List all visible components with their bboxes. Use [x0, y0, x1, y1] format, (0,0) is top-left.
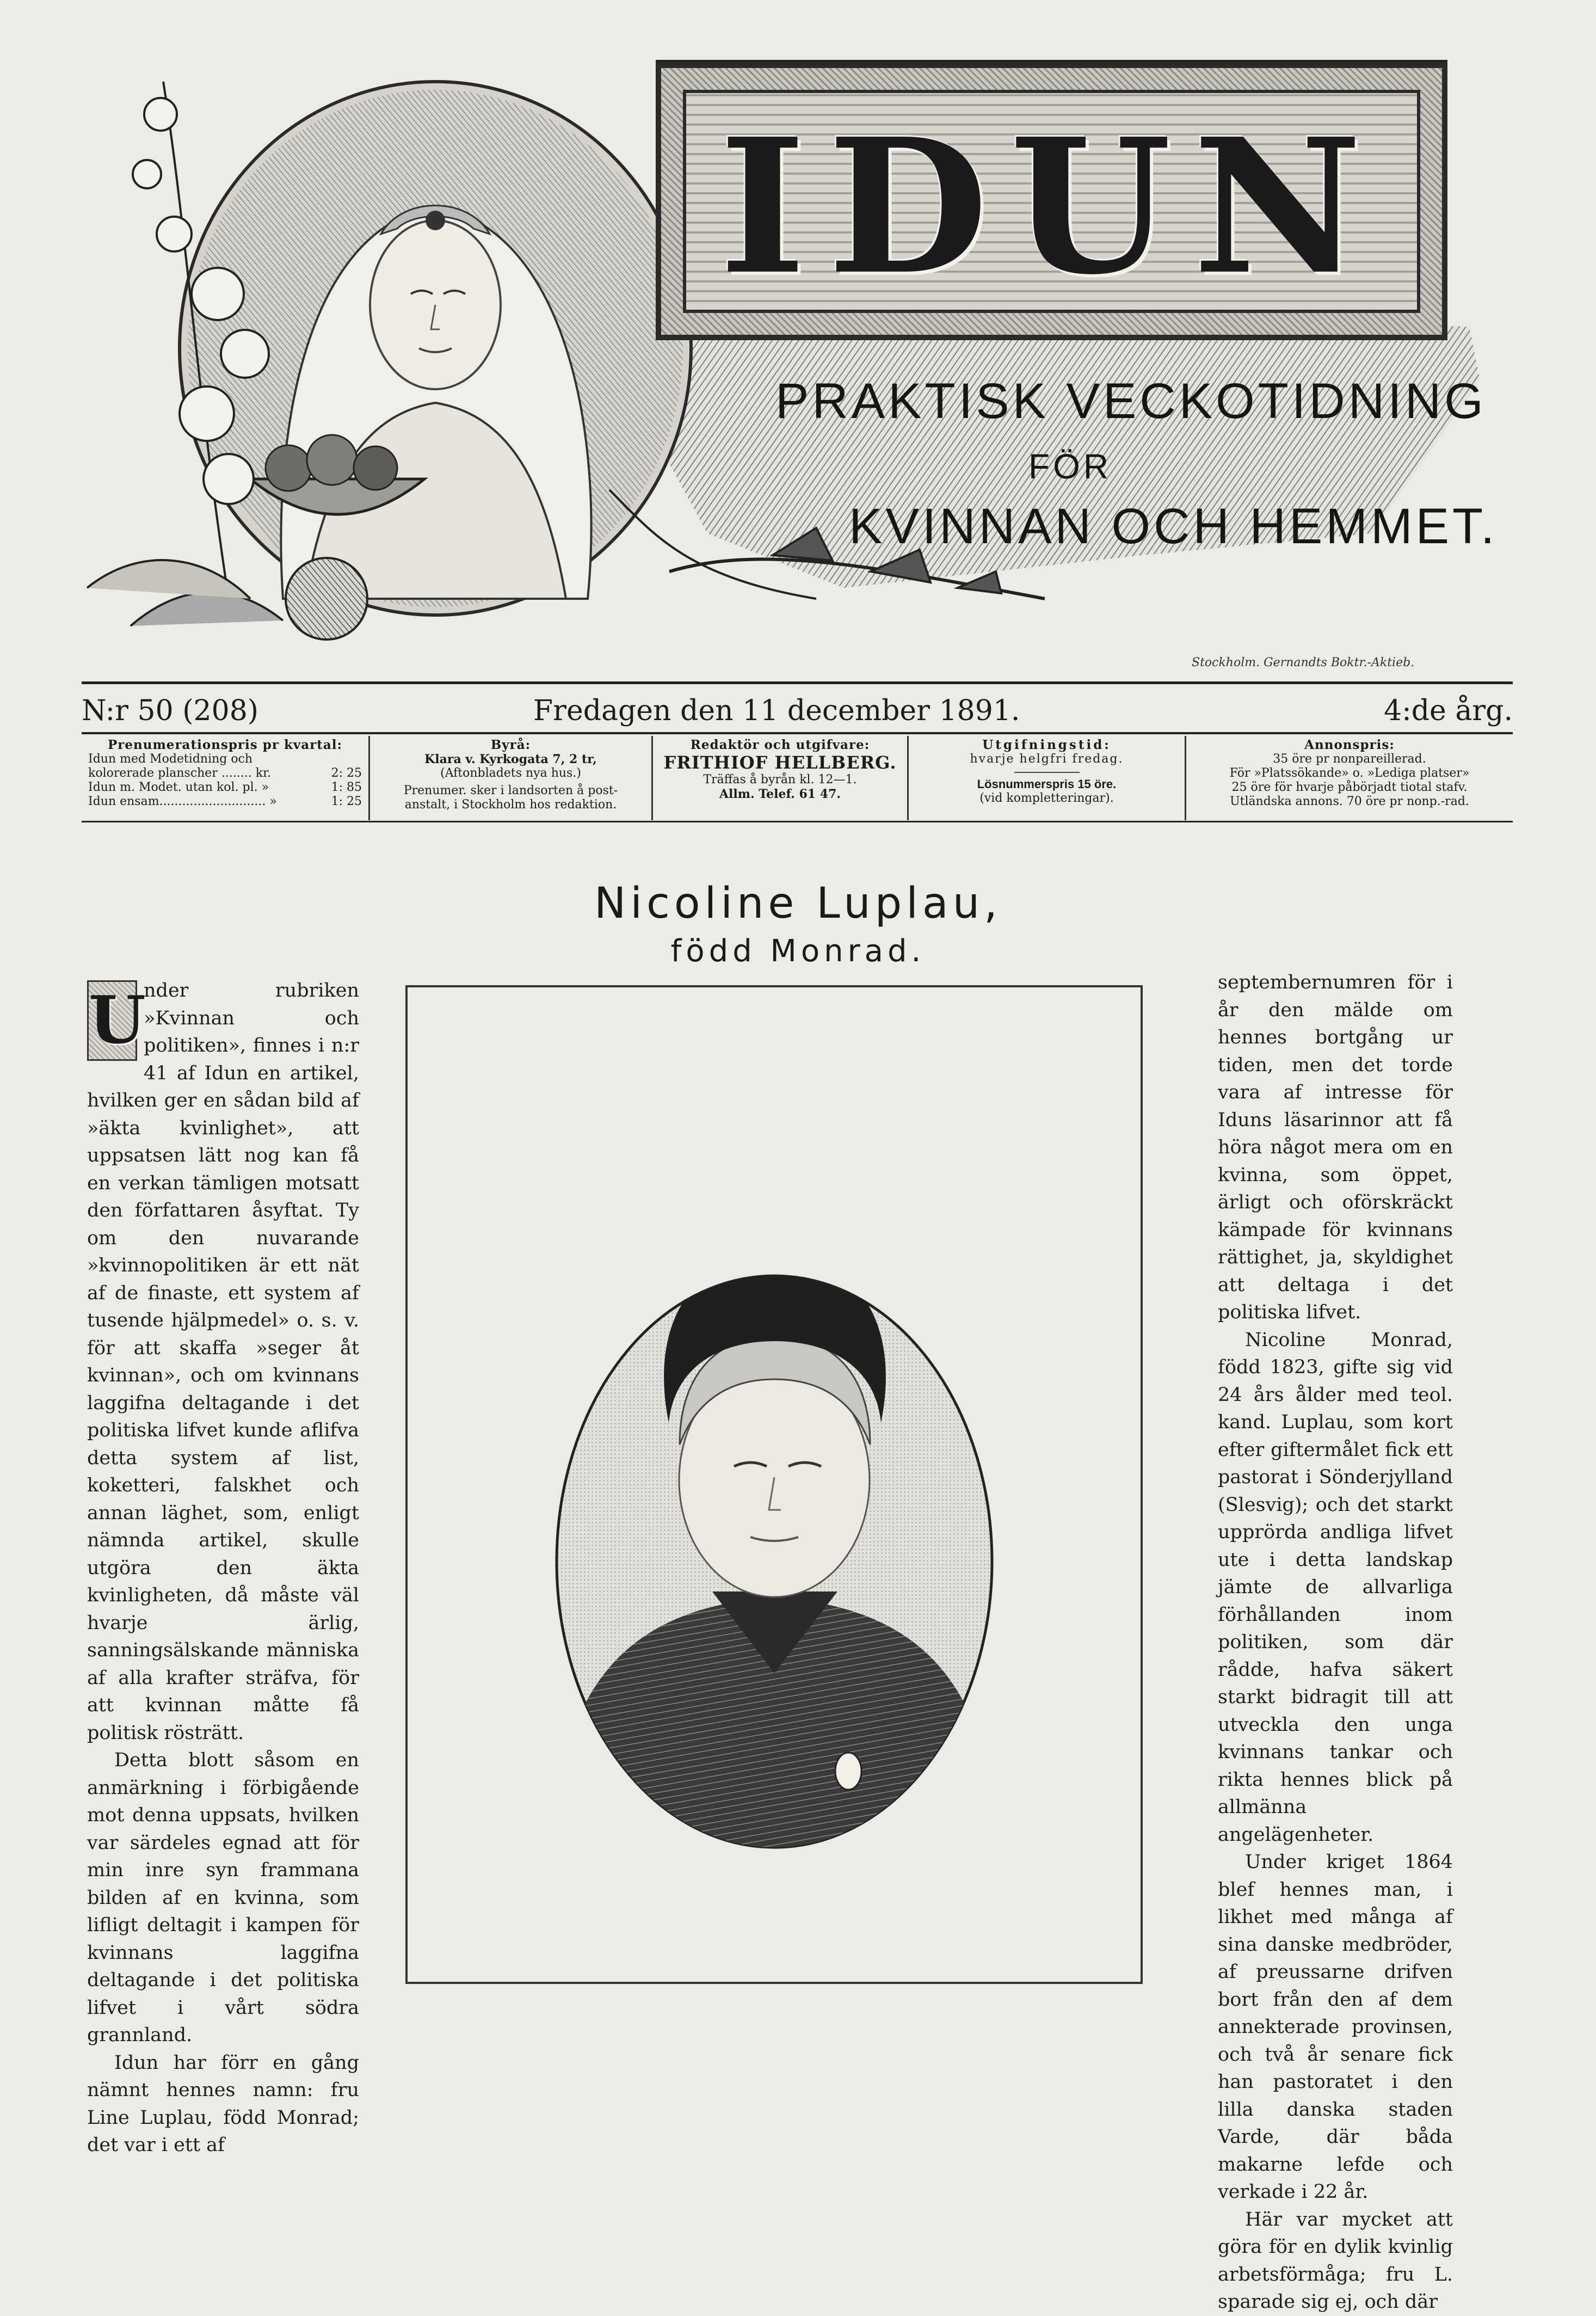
price-row: Idun m. Modet. utan kol. pl. » 1: 85	[88, 781, 362, 794]
info-bar	[82, 736, 1513, 820]
issue-number: N:r 50 (208)	[82, 695, 259, 727]
tagline-praktisk-veckotidning: PRAKTISK VECKOTIDNING	[775, 373, 1487, 429]
paragraph: nder rubriken »Kvinnan och politiken», finnes i n:r 41 af Idun en artikel, hvilken ger en sådan bild af »äkta kvinlighet», att uppsatsen lätt nog kan få en verkan tämligen motsatt den författaren åsyftat. Ty om den nuvarande »kvinnopolitiken är ett nät af de finaste, ett system af tusende hjälpmedel» o. s. v. för att skaffa »seger åt kvinnan», och om kvinnans laggifna deltagande i det politiska lifvet kunde aflifva detta system af list, koketteri, falskhet och annan läghet, som, enligt nämnda artikel, skulle utgöra den äkta kvinligheten, då måste väl hvarje ärlig, sanningsälskande människa af alla krafter sträfva, för att kvinnan måtte få politisk rösträtt.	[87, 980, 359, 1744]
masthead	[0, 0, 1596, 675]
idun-logo: IDUN	[719, 99, 1384, 316]
issue-rule	[82, 732, 1513, 734]
drop-cap: U	[87, 980, 137, 1061]
advertising-prices: Annonspris: 35 öre pr nonpareillerad. För »Platssökande» o. »Lediga platser» 25 öre för hvarje påbörjadt tiotal stafv. Utländska annons. 70 öre pr nonp.-rad.	[1229, 738, 1470, 808]
article-subtitle: född Monrad.	[670, 933, 926, 969]
paragraph: Under kriget 1864 blef hennes man, i likhet med många af sina danske medbröder, af preussarne drifven bort från den af dem annekterade provinsen, och två år senare fick han pastoratet i den lilla danska staden Varde, där båda makarne lefde och verkade i 22 år.	[1218, 1851, 1453, 2203]
top-rule	[82, 681, 1513, 684]
divider	[1014, 772, 1080, 773]
paragraph: Nicoline Monrad, född 1823, gifte sig vid 24 års ålder med teol. kand. Luplau, som kort efter giftermålet fick ett pastorat i Sönderjylland (Slesvig); och det starkt upprörda andliga lifvet ute i detta landskap jämte de allvarliga förhållanden inom politiken, som där rådde, hafva säkert starkt bidragit till att utveckla den unga kvinnans tankar och rikta hennes blick på allmänna angelägenheter.	[1218, 1329, 1453, 1846]
portrait-engraving	[408, 987, 1141, 1982]
price-row: Idun med Modetidning och	[88, 752, 253, 766]
subscription-prices: Prenumerationspris pr kvartal: Idun med Modetidning och kolorerade planscher ........ kr. 2: 25 Idun m. Modet. utan kol. pl. » 1: 85 Idun ensam............................ » 1: 25	[82, 736, 370, 820]
editor-name: FRITHIOF HELLBERG.	[663, 752, 897, 773]
yarn-ball	[286, 558, 367, 640]
brooch	[835, 1753, 861, 1790]
paragraph: Här var mycket att göra för en dylik kvinlig arbetsförmåga; fru L. sparade sig ej, och där	[1218, 2208, 1453, 2313]
idun-logo-panel	[656, 63, 1447, 340]
publication-schedule: Utgifningstid: hvarje helgfri fredag. Lösnummerspris 15 öre. (vid kompletteringar).	[909, 736, 1186, 820]
editor-info: Redaktör och utgifvare: FRITHIOF HELLBERG. Träffas å byrån kl. 12—1. Allm. Telef. 61 47.	[653, 736, 909, 820]
price-row: kolorerade planscher ........ kr. 2: 25	[88, 766, 362, 780]
issue-year: 4:de årg.	[1384, 695, 1513, 727]
issue-date: Fredagen den 11 december 1891.	[533, 695, 1020, 727]
article-title: Nicoline Luplau,	[594, 879, 1002, 928]
office-info: Byrå: Klara v. Kyrkogata 7, 2 tr, (Aftonbladets nya hus.) Prenumer. sker i landsorten å post- anstalt, i Stockholm hos redaktion.	[370, 736, 653, 820]
article-column-left	[87, 977, 359, 2159]
tagline-kvinnan-och-hemmet: KVINNAN OCH HEMMET.	[849, 499, 1498, 554]
tagline-for: FÖR	[1028, 447, 1112, 486]
portrait-frame	[405, 985, 1143, 1984]
info-rule	[82, 821, 1513, 822]
paragraph: Idun har förr en gång nämnt hennes namn: fru Line Luplau, född Monrad; det var i ett af	[87, 2051, 359, 2156]
price-row: Idun ensam............................ » 1: 25	[88, 795, 362, 808]
paragraph: septembernumren för i år den mälde om hennes bortgång ur tiden, men det torde vara af intresse för Iduns läsarinnor att få höra något mera om en kvinna, som öppet, ärligt och oförskräckt kämpade för kvinnans rättighet, ja, skyldighet att deltaga i det politiska lifvet.	[1218, 972, 1453, 1323]
issue-line	[82, 691, 1513, 730]
printer-imprint: Stockholm. Gernandts Boktr.-Aktieb.	[1192, 656, 1415, 669]
article-column-right	[1218, 969, 1453, 2316]
paragraph: Detta blott såsom en anmärkning i förbigående mot denna uppsats, hvilken var särdeles egnad att för min inre syn frammana bilden af en kvinna, som lifligt deltagit i kampen för kvinnans laggifna deltagande i det politiska lifvet i vårt södra grannland.	[87, 1749, 359, 2046]
